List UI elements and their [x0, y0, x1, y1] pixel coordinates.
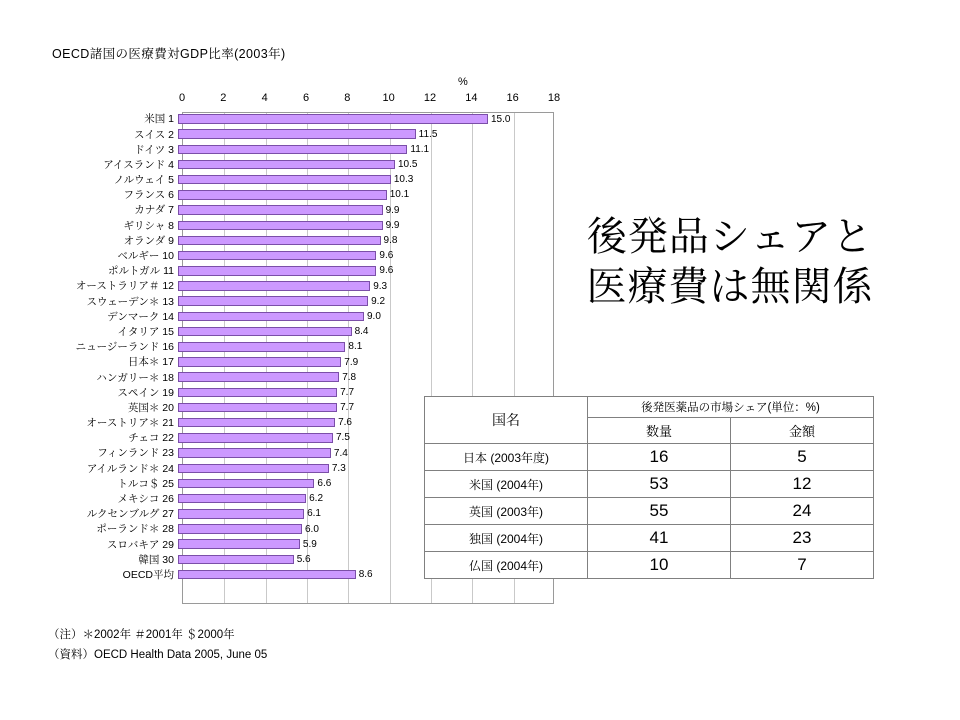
- x-axis-tick-label: 6: [302, 92, 310, 104]
- x-axis-tick-label: 18: [547, 92, 561, 104]
- bar: [178, 251, 376, 261]
- bar-value-label: 7.7: [340, 386, 355, 398]
- bar-value-label: 11.5: [418, 128, 438, 140]
- bar: [178, 205, 383, 215]
- table-cell-volume: 55: [588, 498, 731, 525]
- bar-value-label: 8.6: [358, 569, 373, 581]
- bar: [178, 524, 302, 534]
- bar: [178, 388, 337, 398]
- bar: [178, 129, 416, 139]
- bar: [178, 281, 370, 291]
- bar-value-label: 7.3: [331, 462, 346, 474]
- bar-value-label: 9.0: [367, 310, 381, 322]
- bar-value-label: 9.6: [379, 265, 394, 277]
- bar-row: [52, 188, 612, 203]
- table-header-volume: 数量: [588, 418, 731, 444]
- bar-category-label: スウェーデン＊ 13: [86, 295, 174, 308]
- x-axis-tick-label: 12: [423, 92, 437, 104]
- x-axis-tick-label: 14: [465, 92, 478, 104]
- table-cell-volume: 53: [588, 471, 731, 498]
- bar-row: [52, 158, 612, 173]
- bar-category-label: チェコ 22: [128, 432, 174, 445]
- bar-category-label: メキシコ 26: [117, 493, 174, 506]
- bar-row: [52, 127, 612, 142]
- bar: [178, 494, 306, 504]
- bar: [178, 236, 381, 246]
- table-header-value: 金額: [731, 418, 874, 444]
- bar: [178, 266, 376, 276]
- bar: [178, 342, 345, 352]
- bar-category-label: OECD平均: [122, 568, 174, 581]
- bar-category-label: オランダ 9: [123, 234, 174, 247]
- x-axis-tick-label: 4: [261, 92, 268, 104]
- table-cell-country: 独国 (2004年): [425, 525, 588, 552]
- x-axis-tick-label: 16: [506, 92, 519, 104]
- headline-text: [520, 212, 940, 312]
- bar: [178, 190, 387, 200]
- bar-value-label: 9.9: [385, 204, 400, 216]
- table-header-country: 国名: [425, 397, 588, 444]
- bar: [178, 464, 329, 474]
- bar-category-label: ベルギー 10: [117, 250, 174, 263]
- footnote-line-2: （資料）OECD Health Data 2005, June 05: [48, 648, 268, 661]
- table-row: [425, 552, 874, 579]
- bar-category-label: ギリシャ 8: [123, 219, 174, 232]
- x-axis-tick-label: 0: [178, 92, 186, 104]
- table-row: [425, 498, 874, 525]
- x-axis-ticks: [178, 92, 561, 108]
- bar-value-label: 7.4: [333, 447, 348, 459]
- bar: [178, 160, 395, 170]
- headline-line-1: 後発品シェアと: [586, 214, 874, 260]
- bar-category-label: ノルウェイ 5: [113, 174, 174, 187]
- table-cell-value: 7: [731, 552, 874, 579]
- bar: [178, 418, 335, 428]
- table-head: [425, 397, 874, 444]
- bar-category-label: 韓国 30: [138, 553, 174, 566]
- bar-category-label: イタリア 15: [117, 325, 174, 338]
- bar-value-label: 6.0: [305, 523, 319, 535]
- bar-row: [52, 142, 612, 157]
- bar: [178, 570, 356, 580]
- bar-value-label: 7.6: [338, 417, 352, 429]
- bar-value-label: 8.1: [348, 341, 363, 353]
- x-axis-tick-label: 10: [382, 92, 395, 104]
- footnote-line-1: （注）＊2002年 ＃2001年 ＄2000年: [48, 629, 235, 641]
- bar: [178, 479, 314, 489]
- bar-category-label: ドイツ 3: [134, 143, 174, 156]
- bar-category-label: スペイン 19: [117, 386, 174, 399]
- table-cell-value: 12: [731, 471, 874, 498]
- bar: [178, 539, 300, 549]
- bar: [178, 114, 488, 124]
- bar: [178, 357, 341, 367]
- bar-category-label: デンマーク 14: [107, 310, 174, 323]
- bar-value-label: 9.2: [371, 295, 386, 307]
- bar-value-label: 10.3: [393, 174, 414, 186]
- bar-track: [178, 112, 612, 127]
- footnotes: [48, 626, 267, 665]
- bar: [178, 145, 407, 155]
- bar-track: [178, 340, 612, 355]
- bar-category-label: アイルランド＊ 24: [86, 462, 174, 475]
- bar-value-label: 9.3: [373, 280, 388, 292]
- generic-share-table: [424, 396, 874, 579]
- bar-track: [178, 173, 612, 188]
- bar-category-label: 米国 1: [144, 113, 174, 126]
- bar: [178, 448, 331, 458]
- bar-value-label: 6.1: [307, 508, 321, 520]
- bar: [178, 296, 368, 306]
- bar-category-label: スロバキア 29: [106, 538, 174, 551]
- bar-category-label: ハンガリー＊ 18: [96, 371, 174, 384]
- bar-category-label: カナダ 7: [134, 204, 174, 217]
- bar-value-label: 9.6: [379, 250, 394, 262]
- table-cell-country: 日本 (2003年度): [425, 444, 588, 471]
- bar: [178, 372, 339, 382]
- table-cell-value: 5: [731, 444, 874, 471]
- bar-value-label: 11.1: [410, 143, 430, 155]
- axis-unit-label: %: [458, 76, 468, 88]
- table-row: [425, 444, 874, 471]
- bar-category-label: オーストラリア＃ 12: [75, 280, 174, 293]
- bar-value-label: 6.6: [317, 478, 332, 489]
- bar: [178, 509, 304, 519]
- bar-category-label: オーストリア＊ 21: [86, 417, 174, 430]
- bar-value-label: 7.9: [344, 356, 359, 368]
- table-row: [425, 525, 874, 552]
- headline-line-2: 医療費は無関係: [586, 264, 874, 310]
- bar-value-label: 9.9: [385, 219, 400, 231]
- bar-row: [52, 325, 612, 340]
- bar-value-label: 6.2: [309, 493, 324, 505]
- bar: [178, 221, 383, 231]
- bar-category-label: アイスランド 4: [103, 158, 174, 171]
- bar: [178, 403, 337, 413]
- bar-track: [178, 355, 612, 370]
- bar-value-label: 15.0: [491, 113, 511, 125]
- bar-category-label: 日本＊ 17: [127, 356, 174, 369]
- table-cell-country: 米国 (2004年): [425, 471, 588, 498]
- x-axis-tick-label: 2: [220, 92, 227, 104]
- bar-category-label: スイス 2: [134, 128, 174, 141]
- page-title: OECD諸国の医療費対GDP比率(2003年): [52, 47, 286, 61]
- bar-track: [178, 158, 612, 173]
- table-cell-value: 24: [731, 498, 874, 525]
- bar-category-label: ポルトガル 11: [107, 265, 174, 278]
- bar-value-label: 8.4: [354, 326, 369, 338]
- bar-row: [52, 370, 612, 385]
- table-row: [425, 471, 874, 498]
- table-cell-value: 23: [731, 525, 874, 552]
- bar-category-label: フィンランド 23: [97, 447, 174, 460]
- table-cell-volume: 10: [588, 552, 731, 579]
- bar-track: [178, 188, 612, 203]
- bar-value-label: 9.8: [383, 235, 398, 246]
- bar-row: [52, 340, 612, 355]
- bar: [178, 327, 352, 337]
- table-cell-country: 仏国 (2004年): [425, 552, 588, 579]
- table-cell-country: 英国 (2003年): [425, 498, 588, 525]
- bar-value-label: 7.8: [342, 371, 357, 383]
- table-cell-volume: 16: [588, 444, 731, 471]
- bar-category-label: ポーランド＊ 28: [96, 523, 174, 536]
- bar-value-label: 7.5: [336, 432, 350, 444]
- bar-value-label: 10.5: [398, 159, 418, 171]
- x-axis-tick-label: 8: [344, 92, 351, 104]
- bar-value-label: 7.7: [340, 402, 355, 414]
- bar-row: [52, 355, 612, 370]
- bar-category-label: トルコ＄ 25: [117, 477, 174, 490]
- bar-value-label: 10.1: [389, 189, 410, 201]
- table-body: [425, 444, 874, 579]
- bar-category-label: 英国＊ 20: [127, 401, 174, 414]
- bar: [178, 433, 333, 443]
- bar-track: [178, 370, 612, 385]
- bar-row: [52, 112, 612, 127]
- bar-category-label: フランス 6: [123, 189, 174, 202]
- bar-category-label: ルクセンブルグ 27: [86, 508, 174, 521]
- bar-row: [52, 173, 612, 188]
- bar: [178, 555, 294, 565]
- bar-track: [178, 325, 612, 340]
- bar: [178, 175, 391, 185]
- bar-track: [178, 142, 612, 157]
- bar-track: [178, 127, 612, 142]
- table-header-span: 後発医薬品の市場シェア(単位：%): [588, 397, 874, 418]
- table-header-row-1: [425, 397, 874, 418]
- table-cell-volume: 41: [588, 525, 731, 552]
- bar-value-label: 5.9: [302, 538, 317, 550]
- bar-value-label: 5.6: [296, 553, 311, 565]
- bar-category-label: ニュージーランド 16: [75, 341, 174, 354]
- bar: [178, 312, 364, 322]
